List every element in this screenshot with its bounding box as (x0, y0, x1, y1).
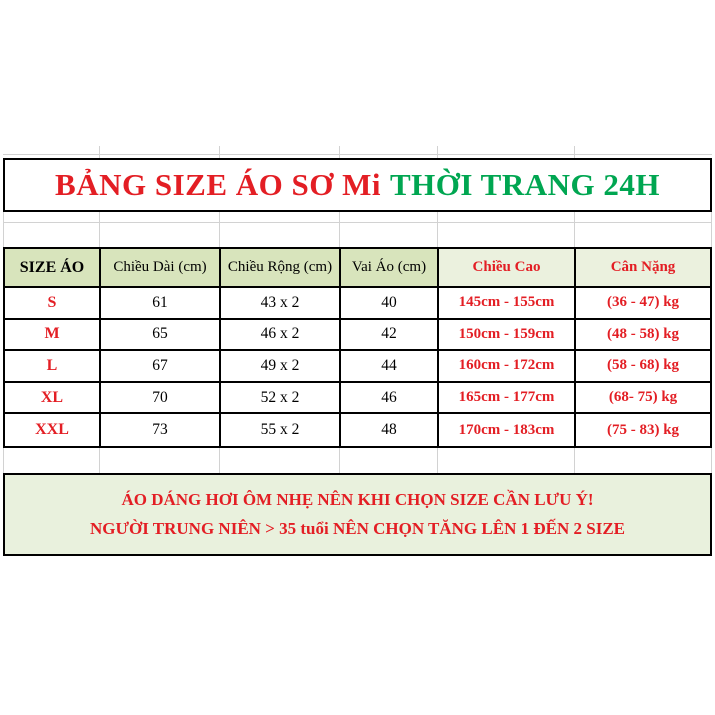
gridline (437, 212, 438, 247)
height-cell: 165cm - 177cm (439, 383, 576, 415)
width-cell: 43 x 2 (221, 288, 341, 320)
length-cell: 61 (101, 288, 221, 320)
gridline (339, 146, 340, 158)
height-cell: 150cm - 159cm (439, 320, 576, 352)
gridline (339, 212, 340, 247)
gridline (219, 212, 220, 247)
shoulder-cell: 40 (341, 288, 439, 320)
shoulder-cell: 42 (341, 320, 439, 352)
note-line-1: ÁO DÁNG HƠI ÔM NHẸ NÊN KHI CHỌN SIZE CẦN LƯU Ý! (121, 490, 594, 509)
weight-cell: (48 - 58) kg (576, 320, 710, 352)
width-cell: 46 x 2 (221, 320, 341, 352)
length-cell: 73 (101, 414, 221, 446)
length-cell: 65 (101, 320, 221, 352)
width-cell: 49 x 2 (221, 351, 341, 383)
length-cell: 70 (101, 383, 221, 415)
height-cell: 170cm - 183cm (439, 414, 576, 446)
col-header-weight: Cân Nặng (576, 249, 710, 288)
size-cell: L (5, 351, 101, 383)
gridline (3, 212, 4, 247)
shoulder-cell: 48 (341, 414, 439, 446)
col-header-height: Chiều Cao (439, 249, 576, 288)
col-header-shoulder: Vai Áo (cm) (341, 249, 439, 288)
note-line-2: NGƯỜI TRUNG NIÊN > 35 tuổi NÊN CHỌN TĂNG LÊN 1 ĐẾN 2 SIZE (89, 519, 626, 538)
width-cell: 55 x 2 (221, 414, 341, 446)
shoulder-cell: 46 (341, 383, 439, 415)
title-brand-red: BẢNG SIZE ÁO SƠ Mi (55, 167, 381, 202)
title-brand-green: THỜI TRANG 24H (389, 167, 660, 202)
weight-cell: (75 - 83) kg (606, 421, 680, 438)
size-cell: M (5, 320, 101, 352)
gridline (574, 146, 575, 158)
gridline (437, 448, 438, 473)
col-header-width: Chiều Rộng (cm) (221, 249, 341, 288)
gridline (3, 222, 712, 223)
weight-cell: (58 - 68) kg (576, 351, 710, 383)
size-table (3, 247, 712, 448)
height-cell: 160cm - 172cm (439, 351, 576, 383)
size-cell: S (5, 288, 101, 320)
gridline (219, 448, 220, 473)
height-cell: 145cm - 155cm (439, 288, 576, 320)
col-header-length: Chiều Dài (cm) (101, 249, 221, 288)
gridline (574, 212, 575, 247)
gridline (219, 146, 220, 158)
shoulder-cell: 44 (341, 351, 439, 383)
size-cell: XXL (5, 414, 101, 446)
gridline (574, 448, 575, 473)
length-cell: 67 (101, 351, 221, 383)
gridline (711, 212, 712, 247)
size-cell: XL (5, 383, 101, 415)
gridline (3, 154, 712, 155)
gridline (99, 146, 100, 158)
weight-cell: (68- 75) kg (576, 383, 710, 415)
title-banner (3, 158, 712, 212)
col-header-size: SIZE ÁO (5, 249, 101, 288)
width-cell: 52 x 2 (221, 383, 341, 415)
gridline (99, 212, 100, 247)
gridline (339, 448, 340, 473)
gridline (437, 146, 438, 158)
weight-cell: (36 - 47) kg (576, 288, 710, 320)
gridline (99, 448, 100, 473)
gridline (711, 448, 712, 473)
note-box (3, 473, 712, 556)
gridline (3, 448, 4, 473)
